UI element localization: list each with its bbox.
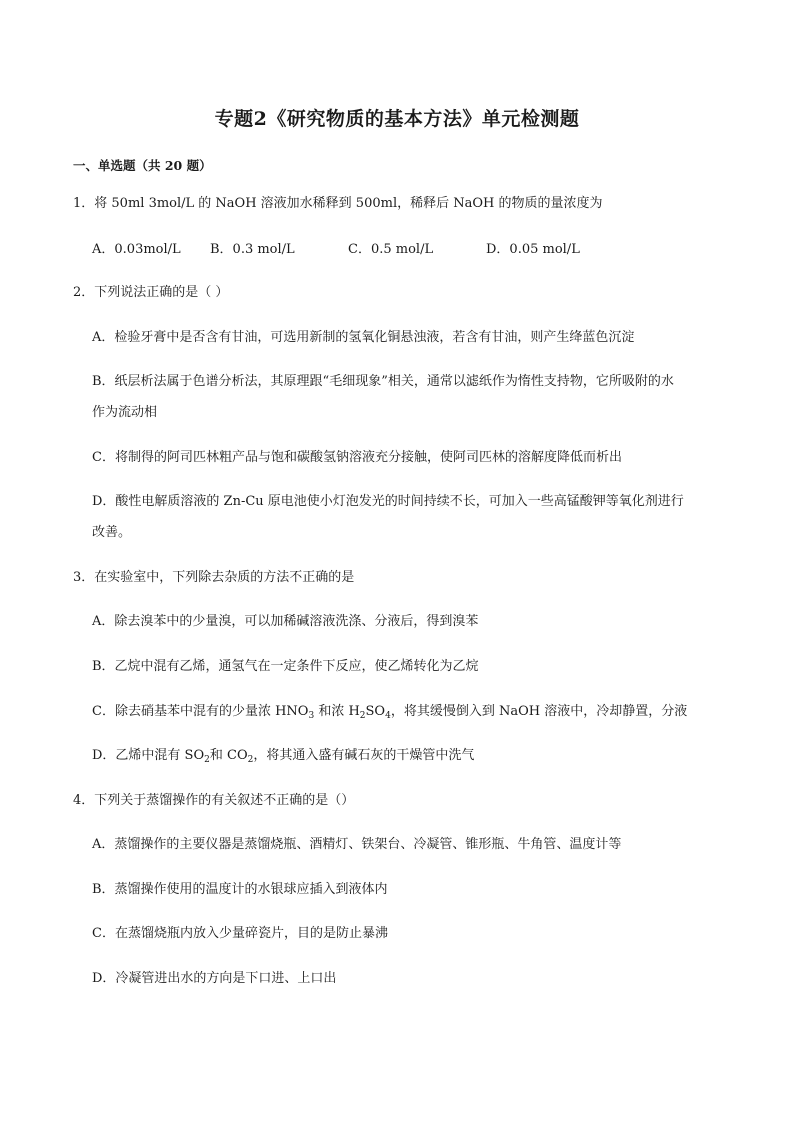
question-3-option-c-text-4: ，将其缓慢倒入到 NaOH 溶液中，冷却静置，分液 xyxy=(390,704,688,719)
question-4-option-b: B．蒸馏操作使用的温度计的水银球应插入到液体内 xyxy=(92,882,388,897)
subscript: 2 xyxy=(359,711,366,721)
question-3-stem: 3．在实验室中，下列除去杂质的方法不正确的是 xyxy=(73,570,355,585)
question-2-option-b-continued: 作为流动相 xyxy=(92,405,158,420)
question-3-option-d-text-2: 和 CO xyxy=(209,748,248,763)
subscript: 4 xyxy=(385,711,391,721)
question-2-option-c: C．将制得的阿司匹林粗产品与饱和碳酸氢钠溶液充分接触，使阿司匹林的溶解度降低而析出 xyxy=(92,450,622,465)
subscript: 3 xyxy=(308,711,315,721)
question-1-option-c: C．0.5 mol/L xyxy=(348,242,434,257)
question-3-option-a: A．除去溴苯中的少量溴，可以加稀碱溶液洗涤、分液后，得到溴苯 xyxy=(92,614,479,629)
question-1-option-d: D．0.05 mol/L xyxy=(486,242,580,257)
question-2-option-b: B．纸层析法属于色谱分析法，其原理跟“毛细现象”相关，通常以滤纸作为惰性支持物，它所吸附的水 xyxy=(92,374,674,389)
question-2-option-d-continued: 改善。 xyxy=(92,525,132,540)
question-3-option-d-text-3: ，将其通入盛有碱石灰的干燥管中洗气 xyxy=(253,748,475,763)
question-1-option-a: A．0.03mol/L xyxy=(92,242,181,257)
question-4-stem: 4．下列关于蒸馏操作的有关叙述不正确的是（） xyxy=(73,793,355,808)
question-3-option-c-text-2: 和浓 H xyxy=(314,704,360,719)
section-heading: 一、单选题（共 20 题） xyxy=(73,158,212,173)
question-4-option-d: D．冷凝管进出水的方向是下口进、上口出 xyxy=(92,971,337,986)
question-3-option-c-text-1: C．除去硝基苯中混有的少量浓 HNO xyxy=(92,704,309,719)
subscript: 2 xyxy=(204,755,210,765)
question-4-option-c: C．在蒸馏烧瓶内放入少量碎瓷片，目的是防止暴沸 xyxy=(92,926,388,941)
subscript: 2 xyxy=(247,755,254,765)
question-3-option-c xyxy=(92,703,687,721)
question-3-option-d-text-1: D．乙烯中混有 SO xyxy=(92,748,205,763)
question-3-option-c-text-3: SO xyxy=(365,704,386,719)
question-3-option-d xyxy=(92,747,474,765)
question-2-stem: 2．下列说法正确的是（ ） xyxy=(73,285,229,300)
document-title: 专题2《研究物质的基本方法》单元检测题 xyxy=(214,108,580,130)
question-1-stem: 1．将 50ml 3mol/L 的 NaOH 溶液加水稀释到 500ml，稀释后 NaOH 的物质的量浓度为 xyxy=(73,196,603,211)
question-1-options xyxy=(92,238,692,256)
question-4-option-a: A．蒸馏操作的主要仪器是蒸馏烧瓶、酒精灯、铁架台、冷凝管、锥形瓶、牛角管、温度计等 xyxy=(92,837,622,852)
question-2-option-a: A．检验牙膏中是否含有甘油，可选用新制的氢氧化铜悬浊液，若含有甘油，则产生绛蓝色沉淀 xyxy=(92,330,635,345)
question-3-option-b: B．乙烷中混有乙烯，通氢气在一定条件下反应，使乙烯转化为乙烷 xyxy=(92,659,479,674)
question-2-option-d: D．酸性电解质溶液的 Zn-Cu 原电池使小灯泡发光的时间持续不长，可加入一些高锰酸钾等氧化剂进行 xyxy=(92,494,684,509)
question-1-option-b: B．0.3 mol/L xyxy=(210,242,295,257)
